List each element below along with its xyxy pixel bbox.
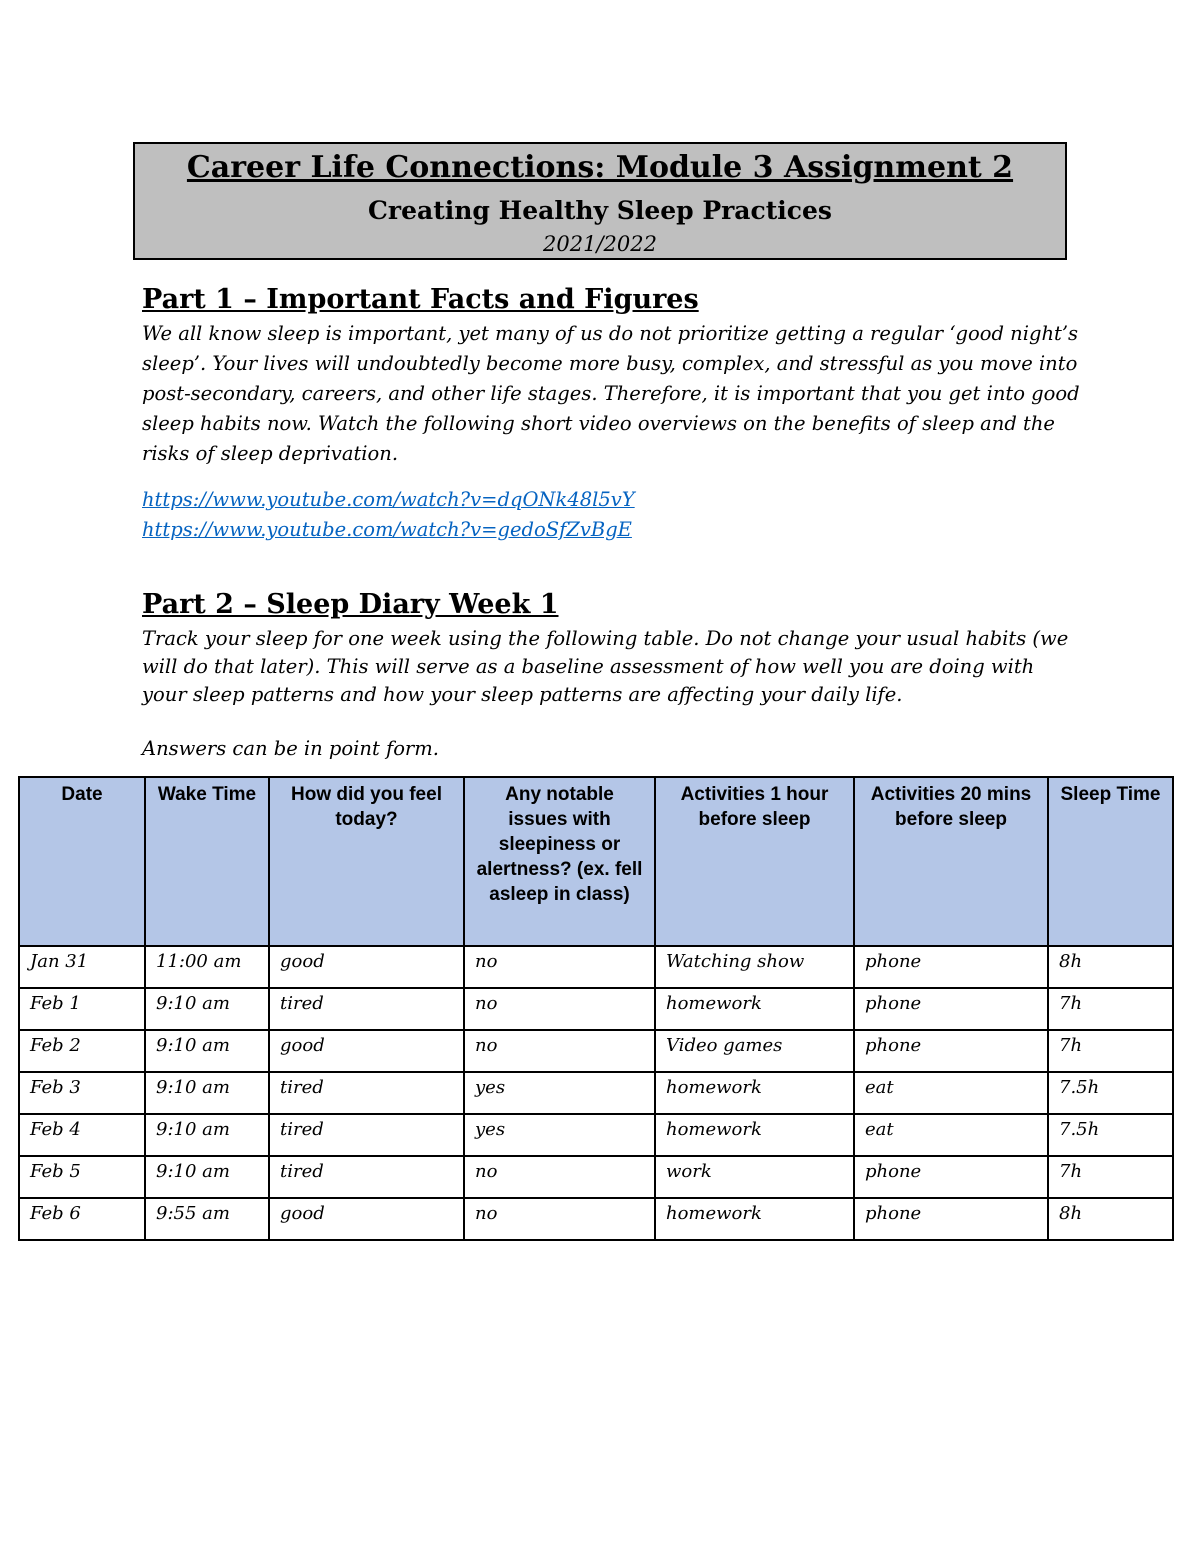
part1-line: sleep habits now. Watch the following short video overviews on the benefits of sleep and the bbox=[142, 412, 1055, 435]
cell-activities-1-hour: homework bbox=[655, 1114, 854, 1156]
cell-notable-issues: no bbox=[464, 988, 655, 1030]
cell-sleep-time: 8h bbox=[1048, 1198, 1173, 1240]
part2-note: Answers can be in point form. bbox=[142, 737, 439, 760]
cell-activities-1-hour: homework bbox=[655, 1198, 854, 1240]
cell-activities-20-mins: phone bbox=[854, 988, 1048, 1030]
cell-activities-20-mins: phone bbox=[854, 1198, 1048, 1240]
cell-activities-20-mins: phone bbox=[854, 1156, 1048, 1198]
document-subtitle: Creating Healthy Sleep Practices bbox=[368, 196, 832, 225]
cell-date: Feb 1 bbox=[19, 988, 145, 1030]
table-row bbox=[19, 1114, 1173, 1156]
cell-date: Feb 6 bbox=[19, 1198, 145, 1240]
cell-wake-time: 9:55 am bbox=[145, 1198, 269, 1240]
video-link-1[interactable]: https://www.youtube.com/watch?v=dqONk48l5vY bbox=[142, 488, 635, 511]
part1-line: post-secondary, careers, and other life stages. Therefore, it is important that you get into good bbox=[142, 382, 1080, 405]
table-row bbox=[19, 1198, 1173, 1240]
header-activities-20-mins: Activities 20 mins before sleep bbox=[854, 777, 1048, 946]
cell-notable-issues: yes bbox=[464, 1114, 655, 1156]
cell-wake-time: 9:10 am bbox=[145, 1030, 269, 1072]
part2-line: Track your sleep for one week using the following table. Do not change your usual habits (we bbox=[142, 627, 1069, 650]
cell-sleep-time: 7h bbox=[1048, 988, 1173, 1030]
cell-notable-issues: no bbox=[464, 1198, 655, 1240]
cell-activities-1-hour: homework bbox=[655, 1072, 854, 1114]
cell-notable-issues: no bbox=[464, 946, 655, 988]
cell-feeling: tired bbox=[269, 1114, 464, 1156]
part1-line: risks of sleep deprivation. bbox=[142, 442, 399, 465]
table-row bbox=[19, 1072, 1173, 1114]
document-title: Career Life Connections: Module 3 Assignment 2 bbox=[186, 150, 1014, 185]
cell-feeling: tired bbox=[269, 1072, 464, 1114]
school-year: 2021/2022 bbox=[543, 232, 657, 256]
cell-wake-time: 9:10 am bbox=[145, 1072, 269, 1114]
cell-wake-time: 9:10 am bbox=[145, 988, 269, 1030]
cell-feeling: good bbox=[269, 1198, 464, 1240]
table-row bbox=[19, 988, 1173, 1030]
cell-notable-issues: yes bbox=[464, 1072, 655, 1114]
cell-activities-1-hour: homework bbox=[655, 988, 854, 1030]
cell-notable-issues: no bbox=[464, 1030, 655, 1072]
part2-heading: Part 2 – Sleep Diary Week 1 bbox=[142, 589, 559, 620]
cell-date: Jan 31 bbox=[19, 946, 145, 988]
part2-line: your sleep patterns and how your sleep patterns are affecting your daily life. bbox=[142, 683, 903, 706]
table-row bbox=[19, 946, 1173, 988]
header-sleep-time: Sleep Time bbox=[1048, 777, 1173, 946]
cell-date: Feb 3 bbox=[19, 1072, 145, 1114]
part1-heading: Part 1 – Important Facts and Figures bbox=[142, 284, 699, 315]
part1-line: sleep’. Your lives will undoubtedly become more busy, complex, and stressful as you move into bbox=[142, 352, 1078, 375]
table-row bbox=[19, 1156, 1173, 1198]
cell-sleep-time: 7h bbox=[1048, 1156, 1173, 1198]
cell-activities-20-mins: eat bbox=[854, 1114, 1048, 1156]
title-box bbox=[133, 142, 1067, 260]
cell-activities-1-hour: Watching show bbox=[655, 946, 854, 988]
cell-feeling: tired bbox=[269, 988, 464, 1030]
header-date: Date bbox=[19, 777, 145, 946]
header-activities-1-hour: Activities 1 hour before sleep bbox=[655, 777, 854, 946]
cell-date: Feb 2 bbox=[19, 1030, 145, 1072]
cell-wake-time: 9:10 am bbox=[145, 1156, 269, 1198]
header-wake-time: Wake Time bbox=[145, 777, 269, 946]
cell-activities-20-mins: eat bbox=[854, 1072, 1048, 1114]
cell-activities-1-hour: work bbox=[655, 1156, 854, 1198]
cell-date: Feb 4 bbox=[19, 1114, 145, 1156]
part1-line: We all know sleep is important, yet many of us do not prioritize getting a regular ‘good night’s bbox=[142, 322, 1079, 345]
cell-date: Feb 5 bbox=[19, 1156, 145, 1198]
header-feeling: How did you feel today? bbox=[269, 777, 464, 946]
cell-feeling: tired bbox=[269, 1156, 464, 1198]
cell-activities-1-hour: Video games bbox=[655, 1030, 854, 1072]
cell-sleep-time: 7h bbox=[1048, 1030, 1173, 1072]
cell-notable-issues: no bbox=[464, 1156, 655, 1198]
cell-feeling: good bbox=[269, 946, 464, 988]
cell-wake-time: 9:10 am bbox=[145, 1114, 269, 1156]
cell-activities-20-mins: phone bbox=[854, 946, 1048, 988]
cell-wake-time: 11:00 am bbox=[145, 946, 269, 988]
sleep-diary-table bbox=[18, 776, 1174, 1241]
part2-line: will do that later). This will serve as a baseline assessment of how well you are doing with bbox=[142, 655, 1035, 678]
table-header-row bbox=[19, 777, 1173, 946]
video-link-2[interactable]: https://www.youtube.com/watch?v=gedoSfZvBgE bbox=[142, 518, 632, 541]
table-row bbox=[19, 1030, 1173, 1072]
cell-sleep-time: 7.5h bbox=[1048, 1114, 1173, 1156]
cell-sleep-time: 8h bbox=[1048, 946, 1173, 988]
header-notable-issues: Any notable issues with sleepiness or alertness? (ex. fell asleep in class) bbox=[464, 777, 655, 946]
cell-activities-20-mins: phone bbox=[854, 1030, 1048, 1072]
cell-sleep-time: 7.5h bbox=[1048, 1072, 1173, 1114]
cell-feeling: good bbox=[269, 1030, 464, 1072]
